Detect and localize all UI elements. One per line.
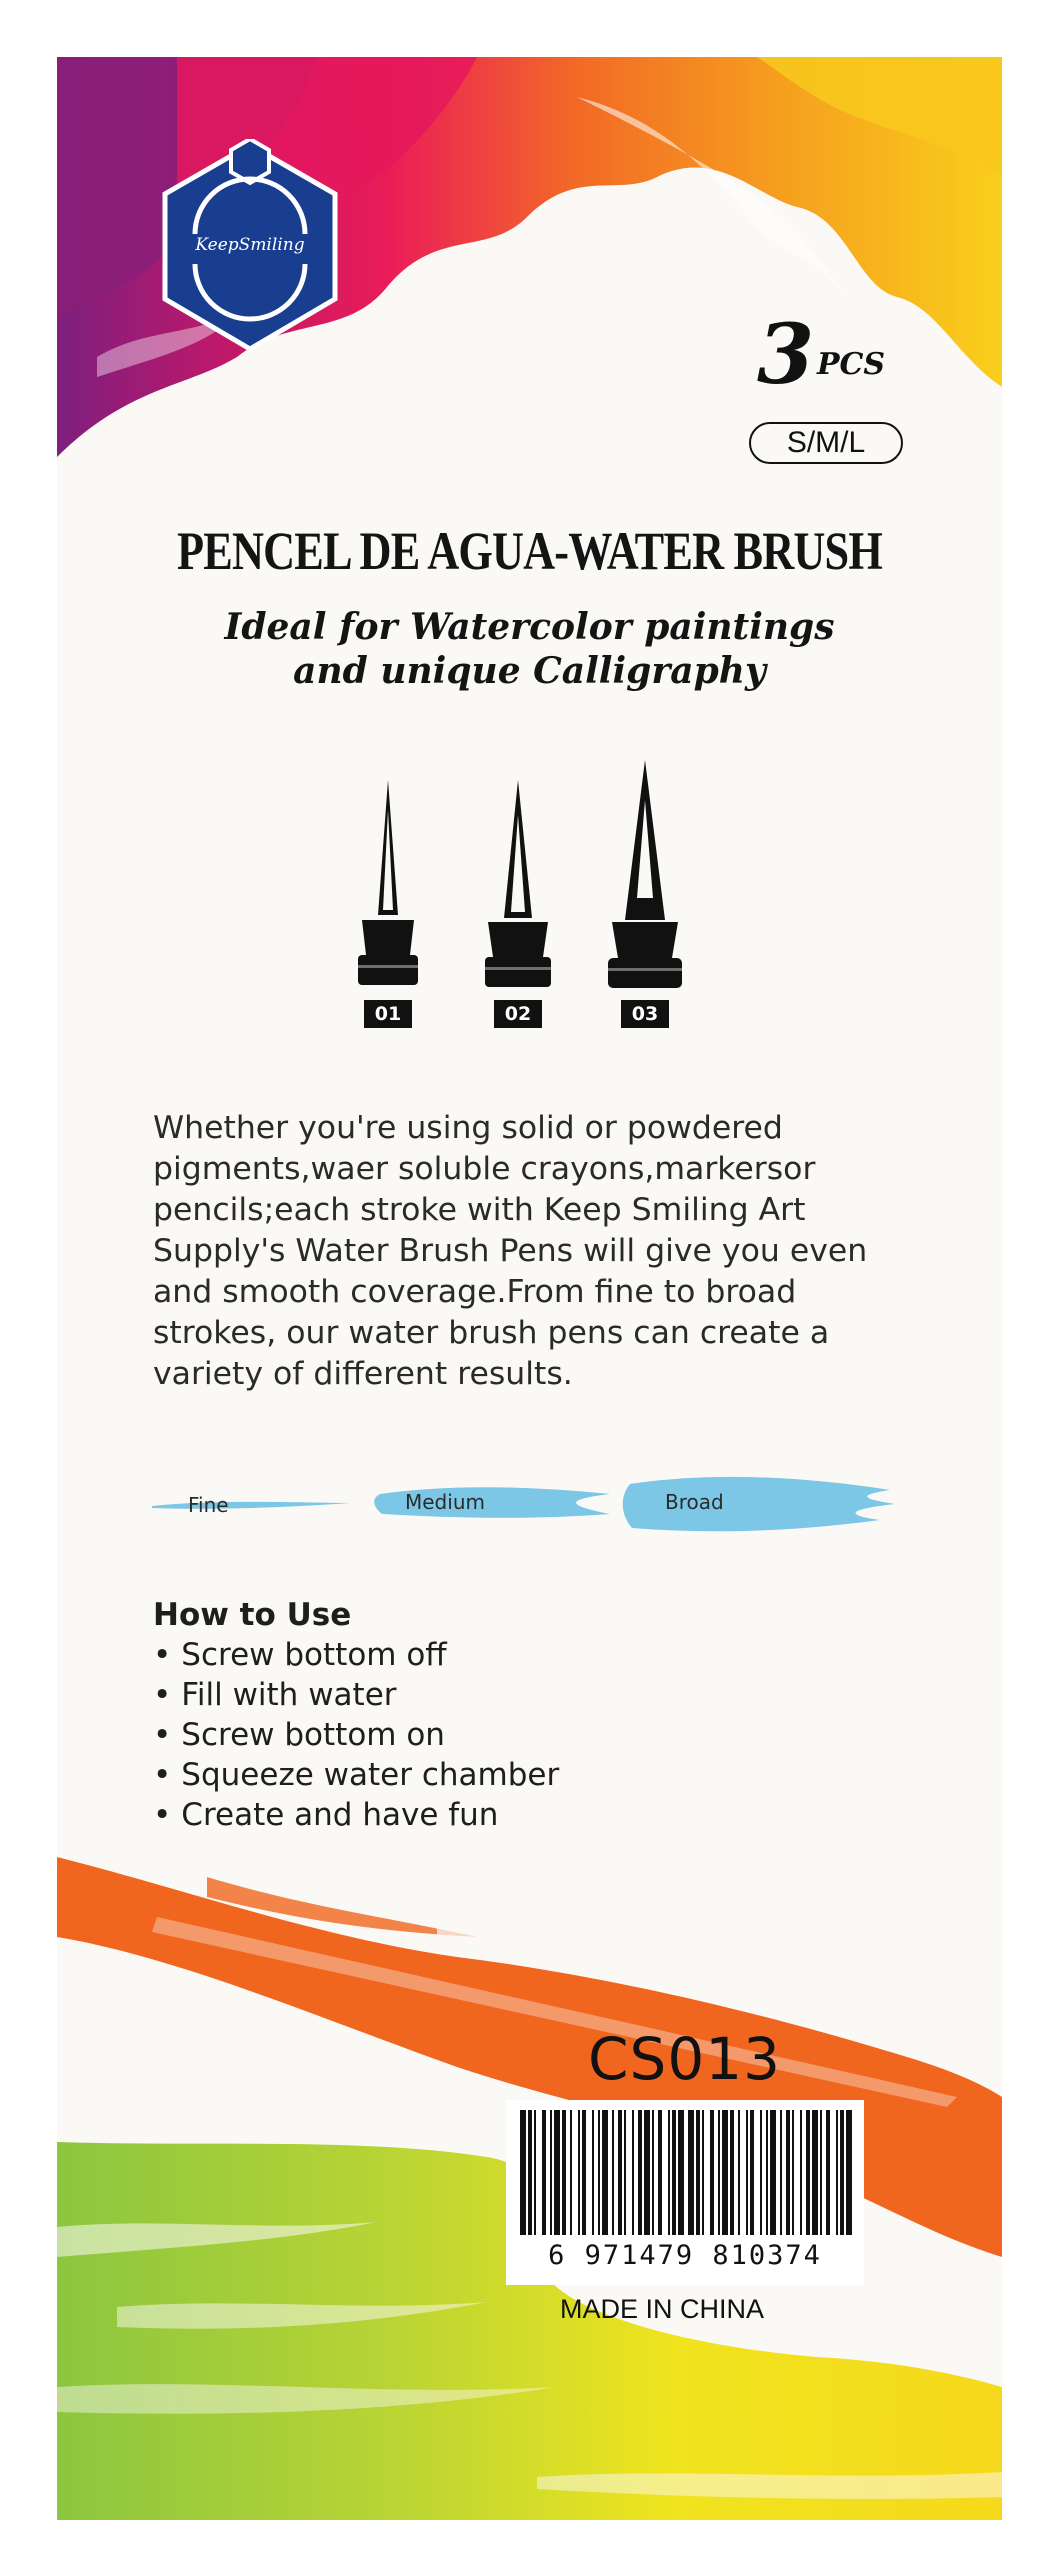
fine-brush-icon bbox=[358, 780, 418, 985]
quantity-unit: PCS bbox=[817, 347, 886, 382]
list-item: • Fill with water bbox=[153, 1675, 559, 1715]
broad-stroke bbox=[623, 1477, 895, 1531]
brand-name: KeepSmiling bbox=[195, 235, 305, 255]
brand-logo bbox=[155, 139, 345, 367]
list-item: • Create and have fun bbox=[153, 1795, 559, 1835]
list-item: • Screw bottom off bbox=[153, 1635, 559, 1675]
barcode-bars-icon bbox=[506, 2100, 864, 2250]
how-to-use bbox=[153, 1595, 559, 1835]
subtitle-line: Ideal for Watercolor paintings bbox=[224, 606, 835, 648]
description-line: pigments,waer soluble crayons,markersor bbox=[153, 1151, 816, 1187]
broad-brush-icon bbox=[608, 760, 682, 988]
stroke-samples bbox=[150, 1470, 910, 1540]
barcode bbox=[506, 2100, 864, 2285]
product-subtitle bbox=[0, 605, 1059, 693]
barcode-number: 6 971479 810374 bbox=[506, 2240, 864, 2271]
subtitle-line: and unique Calligraphy bbox=[293, 650, 766, 692]
quantity-block bbox=[697, 307, 927, 459]
medium-stroke-label: Medium bbox=[405, 1490, 485, 1514]
description-paragraph bbox=[153, 1108, 953, 1395]
description-line: strokes, our water brush pens can create a bbox=[153, 1315, 830, 1351]
description-line: pencils;each stroke with Keep Smiling Art bbox=[153, 1192, 806, 1228]
brush-sizes-illustration bbox=[340, 760, 700, 1030]
description-line: Whether you're using solid or powdered bbox=[153, 1110, 783, 1146]
list-item: • Squeeze water chamber bbox=[153, 1755, 559, 1795]
size-badge: S/M/L bbox=[749, 422, 903, 464]
brush-label: 01 bbox=[364, 1000, 412, 1028]
description-line: variety of different results. bbox=[153, 1356, 573, 1392]
quantity-number: 3 bbox=[757, 307, 813, 403]
how-to-title: How to Use bbox=[153, 1597, 352, 1633]
brush-label: 02 bbox=[494, 1000, 542, 1028]
description-line: and smooth coverage.From fine to broad bbox=[153, 1274, 797, 1310]
model-number: CS013 bbox=[588, 2025, 782, 2093]
product-title: PENCEL DE AGUA-WATER BRUSH bbox=[177, 521, 882, 581]
brush-label: 03 bbox=[621, 1000, 669, 1028]
broad-stroke-label: Broad bbox=[665, 1490, 724, 1514]
description-line: Supply's Water Brush Pens will give you even bbox=[153, 1233, 868, 1269]
fine-stroke bbox=[152, 1502, 350, 1509]
origin-label: MADE IN CHINA bbox=[560, 2294, 765, 2324]
medium-brush-icon bbox=[485, 780, 551, 987]
list-item: • Screw bottom on bbox=[153, 1715, 559, 1755]
fine-stroke-label: Fine bbox=[188, 1493, 229, 1517]
steps-list bbox=[153, 1635, 559, 1835]
